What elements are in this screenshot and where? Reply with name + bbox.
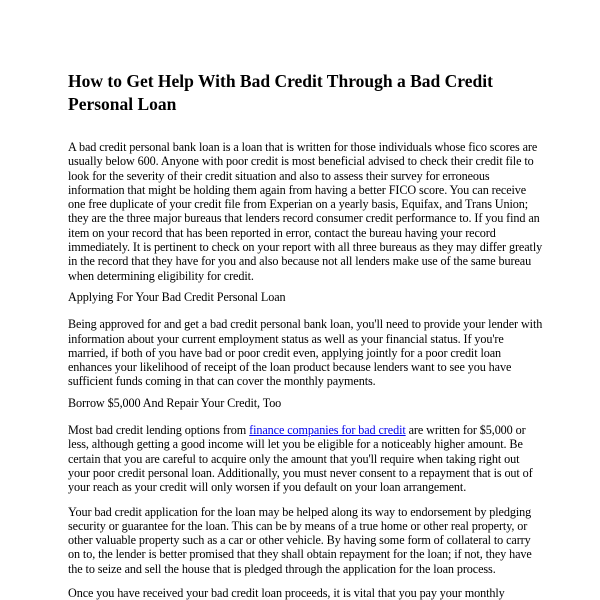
paragraph-repayment: Once you have received your bad credit loan proceeds, it is vital that you pay your monthly (68, 586, 505, 600)
paragraph-intro: A bad credit personal bank loan is a loan that is written for those individuals whose fico scores are usually below 600. Anyone with poor credit is most beneficial advised to check their credit file to look for the severity of their credit situation and also to assess their survey for erroneous information that might be holding them again from having a better FICO score. You can receive one free duplicate of your credit file from Experian on a yearly basis, Equifax, and Trans Union; they are the three major bureaus that lenders record consumer credit performance to. If you find an item on your record that has been reported in error, contact the bureau having your record immediately. It is pertinent to check on your report with all three bureaus as they may differ greatly in the record that they have for you and also because not all lenders make use of the same bureau when determining eligibility for credit. (68, 140, 543, 283)
finance-companies-link[interactable]: finance companies for bad credit (249, 423, 406, 438)
paragraph-borrow-after-link: are written for $5,000 or less, although getting a good income will let you be eligible for a noticeably higher amount. Be certain that you are careful to acquire only the amount that you'll require when taking right out your poor credit personal loan. Additionally, you must never consent to a repayment that is out of your reach as your credit will only worsen if you default on your loan arrangement. (68, 423, 533, 495)
paragraph-collateral: Your bad credit application for the loan may be helped along its way to endorsement by pledging security or guarantee for the loan. This can be by means of a true home or other real property, or other valuable property such as a car or other vehicle. By having some form of collateral to carry on to, the lender is better promised that they shall obtain repayment for the loan; if not, they have the to seize and sell the house that is pledged through the application for the loan process. (68, 504, 532, 576)
paragraph-borrow-before-link: Most bad credit lending options from (68, 423, 250, 438)
section-heading-borrow: Borrow $5,000 And Repair Your Credit, Too (68, 395, 282, 410)
paragraph-applying: Being approved for and get a bad credit personal bank loan, you'll need to provide your lender with information about your current employment status as well as your financial status. If you're married, if both of you have bad or poor credit even, applying jointly for a poor credit loan enhances your likelihood of receipt of the loan product because lenders want to see you have sufficient funds coming in that can cover the monthly payments. (68, 317, 543, 389)
paragraph-borrow (68, 423, 544, 494)
section-heading-applying: Applying For Your Bad Credit Personal Loan (68, 289, 286, 304)
article-title: How to Get Help With Bad Credit Through a Bad Credit Personal Loan (68, 71, 493, 114)
